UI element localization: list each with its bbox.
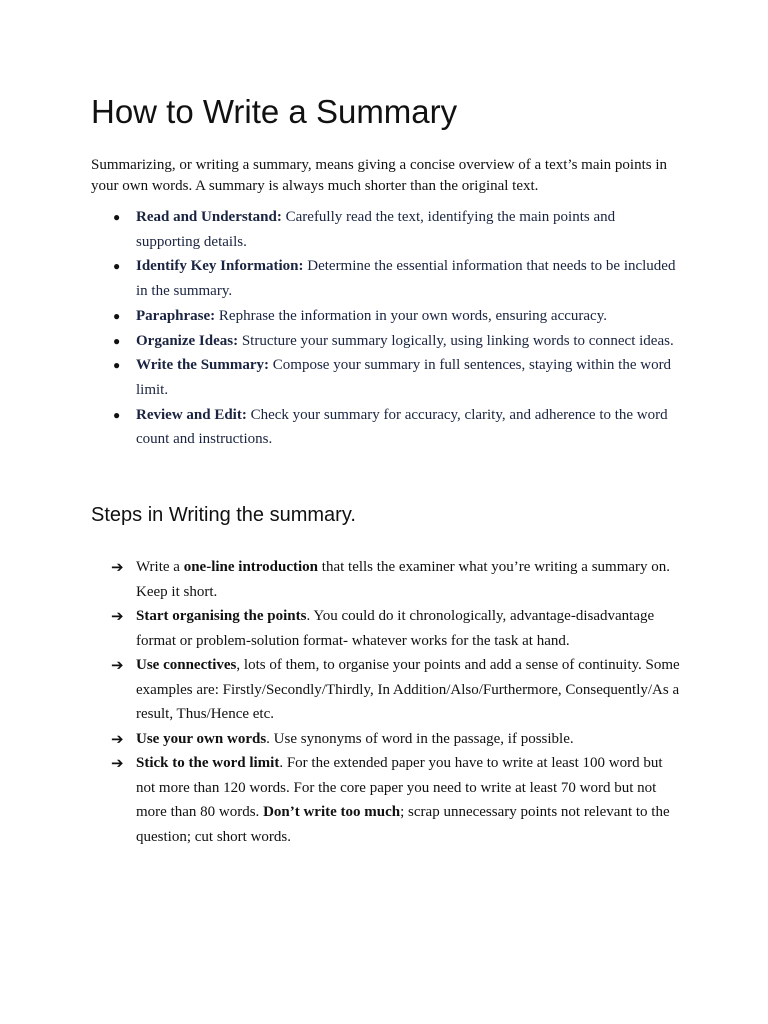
step-emphasis: Stick to the word limit [136, 755, 280, 771]
list-item-text: Determine the essential information that needs to be included in the summary. [136, 258, 676, 300]
step-text: . For the extended paper you have to write at least 100 word but not more than 120 words. For the core paper you need to write at least 70 word but not more than 80 words. [136, 755, 663, 820]
list-item-label: Review and Edit: [136, 406, 247, 423]
list-item [91, 254, 681, 303]
list-item [91, 304, 681, 329]
step-text: Write a [136, 559, 184, 575]
list-item [91, 353, 681, 402]
arrow-icon: ➔ [111, 558, 124, 576]
list-item [91, 403, 681, 452]
step-emphasis: Start organising the points [136, 608, 307, 624]
list-item [91, 205, 681, 254]
step-item [91, 653, 681, 727]
arrow-icon: ➔ [111, 656, 124, 674]
arrow-icon: ➔ [111, 607, 124, 625]
step-text: . You could do it chronologically, advantage-disadvantage format or problem-solution format- whatever works for the task at hand. [136, 608, 655, 649]
list-item-text: Check your summary for accuracy, clarity, and adherence to the word count and instructions. [136, 406, 668, 448]
bullet-icon: ● [113, 259, 121, 274]
step-emphasis: Use connectives [136, 657, 237, 673]
list-item [91, 329, 681, 354]
bullet-icon: ● [113, 358, 121, 373]
list-item-text: Rephrase the information in your own words, ensuring accuracy. [215, 307, 607, 324]
list-item-label: Identify Key Information: [136, 258, 304, 275]
step-text: , lots of them, to organise your points and add a sense of continuity. Some examples are: Firstly/Secondly/Thirdly, In Addition/Also/Furthermore, Consequently/As a result, Thus/Hence etc. [136, 657, 680, 722]
step-item [91, 555, 681, 604]
arrow-icon: ➔ [111, 754, 124, 772]
list-item-label: Write the Summary: [136, 357, 270, 374]
list-item-label: Organize Ideas: [136, 332, 239, 349]
list-item-text: Compose your summary in full sentences, staying within the word limit. [136, 357, 672, 398]
step-text: ; scrap unnecessary points not relevant to the question; cut short words. [136, 804, 670, 845]
page-title: How to Write a Summary [91, 93, 458, 130]
bullet-icon: ● [113, 333, 121, 348]
bullet-icon: ● [113, 407, 121, 422]
step-emphasis: Use your own words [136, 730, 267, 747]
step-emphasis: Don’t write too much [263, 804, 401, 820]
step-item [91, 727, 681, 752]
list-item-text: Carefully read the text, identifying the main points and supporting details. [136, 209, 616, 250]
steps-list [91, 555, 681, 849]
step-emphasis: one-line introduction [183, 559, 319, 575]
intro-paragraph: Summarizing, or writing a summary, means giving a concise overview of a text’s main points in your own words. A summary is always much shorter than the original text. [91, 157, 667, 194]
arrow-icon: ➔ [111, 729, 124, 748]
bullet-icon: ● [113, 210, 121, 224]
bullet-icon: ● [113, 308, 121, 323]
tips-list [91, 205, 681, 452]
list-item-text: Structure your summary logically, using linking words to connect ideas. [238, 332, 674, 349]
section-heading: Steps in Writing the summary. [91, 504, 356, 526]
step-item [91, 604, 681, 653]
step-text: that tells the examiner what you’re writing a summary on. Keep it short. [136, 559, 671, 600]
step-text: . Use synonyms of word in the passage, if possible. [266, 730, 574, 747]
list-item-label: Paraphrase: [136, 307, 216, 324]
list-item-label: Read and Understand: [136, 209, 282, 225]
step-item [91, 751, 681, 849]
